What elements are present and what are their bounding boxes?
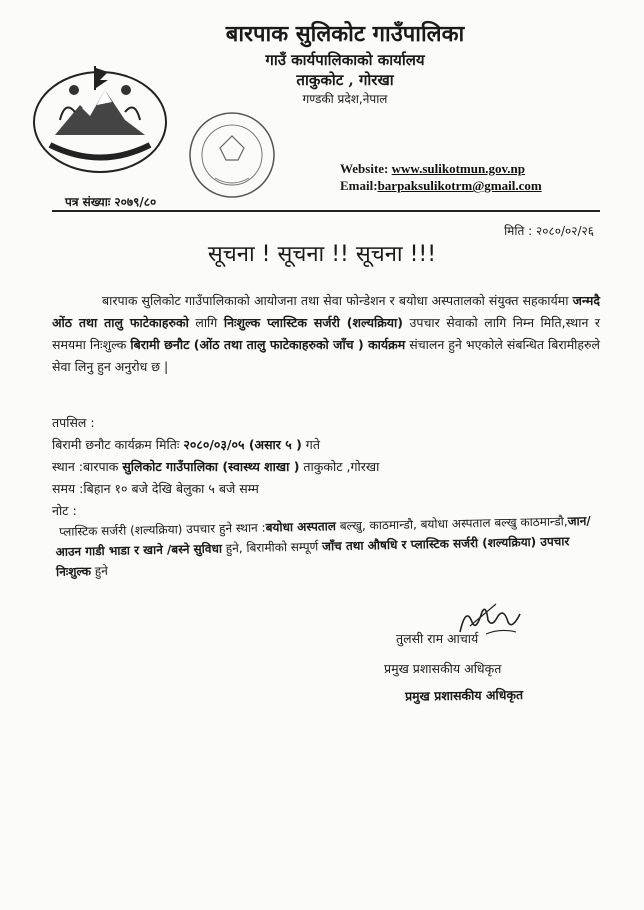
email-label: Email:: [340, 178, 378, 193]
para-seg-bold: जन्मदै ओंठ तथा तालु फाटेकाहरुको: [52, 293, 600, 330]
office-stamp-icon: [185, 108, 280, 203]
note-seg: हुने, बिरामीको सम्पूर्ण: [221, 539, 323, 556]
website-link[interactable]: www.sulikotmun.gov.np: [391, 161, 525, 176]
program-date-value: २०८०/०३/०५ (असार ५ ): [183, 437, 302, 452]
para-seg: उपचार सेवाको लागि निम्न मिति,स्थान र समयमा निःशुल्क: [52, 315, 600, 352]
para-seg-bold: बिरामी छनौट (ओंठ तथा तालु फाटेकाहरुको जाँच ) कार्यक्रम: [130, 337, 406, 352]
office-name: गाउँ कार्यपालिकाको कार्यालय: [265, 51, 425, 69]
details-block: [52, 412, 600, 522]
issue-date: मिति : २०८०/०२/२६: [504, 224, 594, 238]
place-suffix: ताकुकोट ,गोरखा: [299, 459, 380, 474]
reference-number: पत्र संख्याः २०७९/८०: [65, 195, 157, 209]
letterhead: [180, 20, 510, 108]
notice-paragraph: [52, 290, 600, 378]
note-seg: प्लास्टिक सर्जरी (शल्यक्रिया) उपचार हुने स्थान :: [59, 520, 266, 539]
contact-block: [340, 160, 542, 194]
note-seg-bold: जाँच तथा औषधि र प्लास्टिक सर्जरी (शल्यक्रिया) उपचार निःशुल्क: [55, 534, 570, 579]
nepal-emblem-icon: [30, 50, 170, 175]
notice-title: सूचना ! सूचना !! सूचना !!!: [207, 242, 437, 267]
time-line: समय :बिहान १० बजे देखि बेलुका ५ बजे सम्म: [52, 481, 259, 496]
email-link[interactable]: barpaksulikotrm@gmail.com: [377, 178, 542, 193]
para-seg: बारपाक सुलिकोट गाउँपालिकाको आयोजना तथा सेवा फोन्डेशन र बयोधा अस्पतालको संयुक्त सहकार्यमा: [102, 293, 573, 308]
note-seg-bold: जान/आउन गाडी भाडा र खाने /बस्ने सुविधा: [55, 513, 591, 559]
note-seg-bold: बयोधा अस्पताल: [265, 519, 337, 535]
program-date-label: बिरामी छनौट कार्यक्रम मितिः: [52, 437, 184, 452]
place-label: स्थान :बारपाक: [52, 459, 123, 474]
header-divider: [52, 210, 600, 212]
note-seg: बल्खु, काठमान्डौ, बयोधा अस्पताल बल्खु काठमान्डौ,: [335, 514, 568, 534]
org-name: बारपाक सुलिकोट गाउँपालिका: [225, 21, 465, 47]
details-heading: तपसिल :: [52, 415, 95, 430]
signatory-name: तुलसी राम आचार्य: [396, 631, 479, 646]
program-date-line: [52, 434, 600, 456]
note-seg: हुने: [90, 563, 109, 579]
signatory-title: प्रमुख प्रशासकीय अधिकृत: [384, 661, 502, 676]
place-value: सुलिकोट गाउँपालिका (स्वास्थ्य शाखा ): [122, 459, 300, 474]
para-seg-bold: निःशुल्क प्लास्टिक सर्जरी (शल्यक्रिया): [223, 315, 404, 330]
para-seg: संचालन हुने भएकोले संबन्धित बिरामीहरुले सेवा लिनु हुन अनुरोध छ |: [52, 337, 600, 374]
province: गण्डकी प्रदेश,नेपाल: [302, 92, 388, 106]
office-location: ताकुकोट , गोरखा: [296, 71, 394, 89]
para-seg: लागि: [188, 315, 224, 330]
program-date-suffix: गते: [301, 437, 320, 452]
note-heading: नोट :: [52, 503, 77, 518]
signatory-stamp-title: प्रमुख प्रशासकीय अधिकृत: [404, 687, 524, 704]
website-label: Website:: [340, 161, 389, 176]
note-paragraph: [55, 511, 601, 582]
place-line: [52, 456, 600, 478]
